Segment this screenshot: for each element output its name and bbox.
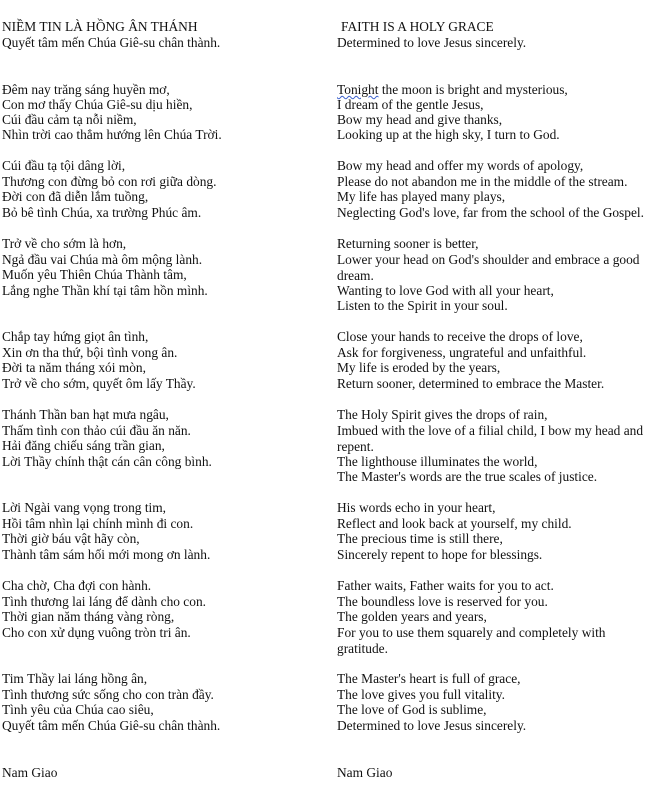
en-line: Bow my head and give thanks, xyxy=(337,112,503,127)
vi-line: Trở về cho sớm là hơn, xyxy=(2,236,127,251)
en-line: Lower your head on God's shoulder and embrace a good dream. xyxy=(337,252,640,283)
vi-line: Hồi tâm nhìn lại chính mình đi con. xyxy=(2,516,194,531)
vi-line: Ngả đầu vai Chúa mà ôm mộng lành. xyxy=(2,252,203,267)
en-line: Ask for forgiveness, ungrateful and unfaithful. xyxy=(337,345,587,360)
vi-line: Trở về cho sớm, quyết ôm lấy Thầy. xyxy=(2,376,196,391)
vi-line: Tình thương sức sống cho con tràn đầy. xyxy=(2,687,214,702)
en-line: The boundless love is reserved for you. xyxy=(337,594,548,609)
vi-line: Bỏ bê tình Chúa, xa trường Phúc âm. xyxy=(2,205,202,220)
vietnamese-subtitle: Quyết tâm mến Chúa Giê-su chân thành. xyxy=(2,35,221,50)
en-line: My life is eroded by the years, xyxy=(337,360,501,375)
en-line: The Holy Spirit gives the drops of rain, xyxy=(337,407,548,422)
en-line: Looking up at the high sky, I turn to God. xyxy=(337,127,560,142)
vi-line: Thương con đừng bỏ con rơi giữa dòng. xyxy=(2,174,217,189)
vi-line: Đời ta năm tháng xói mòn, xyxy=(2,360,146,375)
vi-line: Muốn yêu Thiên Chúa Thành tâm, xyxy=(2,267,187,282)
en-line: His words echo in your heart, xyxy=(337,500,496,515)
vi-line: Thánh Thần ban hạt mưa ngâu, xyxy=(2,407,169,422)
en-line: The lighthouse illuminates the world, xyxy=(337,454,538,469)
en-line: Returning sooner is better, xyxy=(337,236,479,251)
en-line: The love gives you full vitality. xyxy=(337,687,505,702)
en-line: Tonight the moon is bright and mysterious, xyxy=(337,82,568,97)
vi-line: Tình yêu của Chúa cao siêu, xyxy=(2,702,154,717)
english-title: FAITH IS A HOLY GRACE xyxy=(341,19,494,34)
vi-line: Chắp tay hứng giọt ân tình, xyxy=(2,329,149,344)
vi-line: Đêm nay trăng sáng huyền mơ, xyxy=(2,82,170,97)
vi-line: Cha chờ, Cha đợi con hành. xyxy=(2,578,152,593)
vi-line: Hải đăng chiếu sáng trần gian, xyxy=(2,438,165,453)
en-line: Imbued with the love of a filial child, I bow my head and repent. xyxy=(337,423,644,454)
vi-line: Tim Thầy lai láng hồng ân, xyxy=(2,671,148,686)
vi-line: Con mơ thấy Chúa Giê-su dịu hiền, xyxy=(2,97,193,112)
vi-line: Xin ơn tha thứ, bội tình vong ân. xyxy=(2,345,178,360)
vietnamese-author: Nam Giao xyxy=(2,765,58,780)
en-line: Reflect and look back at yourself, my child. xyxy=(337,516,572,531)
en-line: I dream of the gentle Jesus, xyxy=(337,97,484,112)
spellcheck-word: Tonight xyxy=(337,82,379,97)
vietnamese-title: NIỀM TIN LÀ HỒNG ÂN THÁNH xyxy=(2,19,198,34)
en-line: Return sooner, determined to embrace the Master. xyxy=(337,376,605,391)
en-line: Close your hands to receive the drops of love, xyxy=(337,329,583,344)
vi-line: Quyết tâm mến Chúa Giê-su chân thành. xyxy=(2,718,221,733)
en-line: Determined to love Jesus sincerely. xyxy=(337,718,527,733)
en-line: The Master's heart is full of grace, xyxy=(337,671,521,686)
vi-line: Nhìn trời cao thẳm hướng lên Chúa Trời. xyxy=(2,127,222,142)
en-line: The golden years and years, xyxy=(337,609,487,624)
en-line: Listen to the Spirit in your soul. xyxy=(337,298,508,313)
en-line: Sincerely repent to hope for blessings. xyxy=(337,547,543,562)
vi-line: Lời Ngài vang vọng trong tim, xyxy=(2,500,167,515)
en-line: My life has played many plays, xyxy=(337,189,506,204)
en-line: The love of God is sublime, xyxy=(337,702,487,717)
en-line: Please do not abandon me in the middle of the stream. xyxy=(337,174,628,189)
vi-line: Thành tâm sám hối mới mong ơn lành. xyxy=(2,547,211,562)
vi-line: Lời Thầy chính thật cán cân công bình. xyxy=(2,454,212,469)
vi-line: Cúi đầu cảm tạ nỗi niềm, xyxy=(2,112,137,127)
en-line: The precious time is still there, xyxy=(337,531,503,546)
en-line: Bow my head and offer my words of apology, xyxy=(337,158,584,173)
vi-line: Đời con đã diễn lắm tuồng, xyxy=(2,189,149,204)
vi-line: Thấm tình con thảo cúi đầu ăn năn. xyxy=(2,423,191,438)
vi-line: Cho con xử dụng vuông tròn tri ân. xyxy=(2,625,191,640)
en-line: Father waits, Father waits for you to act. xyxy=(337,578,554,593)
vi-line: Tình thương lai láng để dành cho con. xyxy=(2,594,206,609)
en-line: Wanting to love God with all your heart, xyxy=(337,283,554,298)
vi-line: Cúi đầu tạ tội dâng lời, xyxy=(2,158,126,173)
english-subtitle: Determined to love Jesus sincerely. xyxy=(337,35,527,50)
en-line: For you to use them squarely and completely with gratitude. xyxy=(337,625,606,656)
en-line: The Master's words are the true scales of justice. xyxy=(337,469,598,484)
english-author: Nam Giao xyxy=(337,765,393,780)
vi-line: Lắng nghe Thần khí tại tâm hồn mình. xyxy=(2,283,208,298)
en-line: Neglecting God's love, far from the school of the Gospel. xyxy=(337,205,644,220)
vi-line: Thời giờ báu vật hãy còn, xyxy=(2,531,140,546)
vi-line: Thời gian năm tháng vàng ròng, xyxy=(2,609,175,624)
